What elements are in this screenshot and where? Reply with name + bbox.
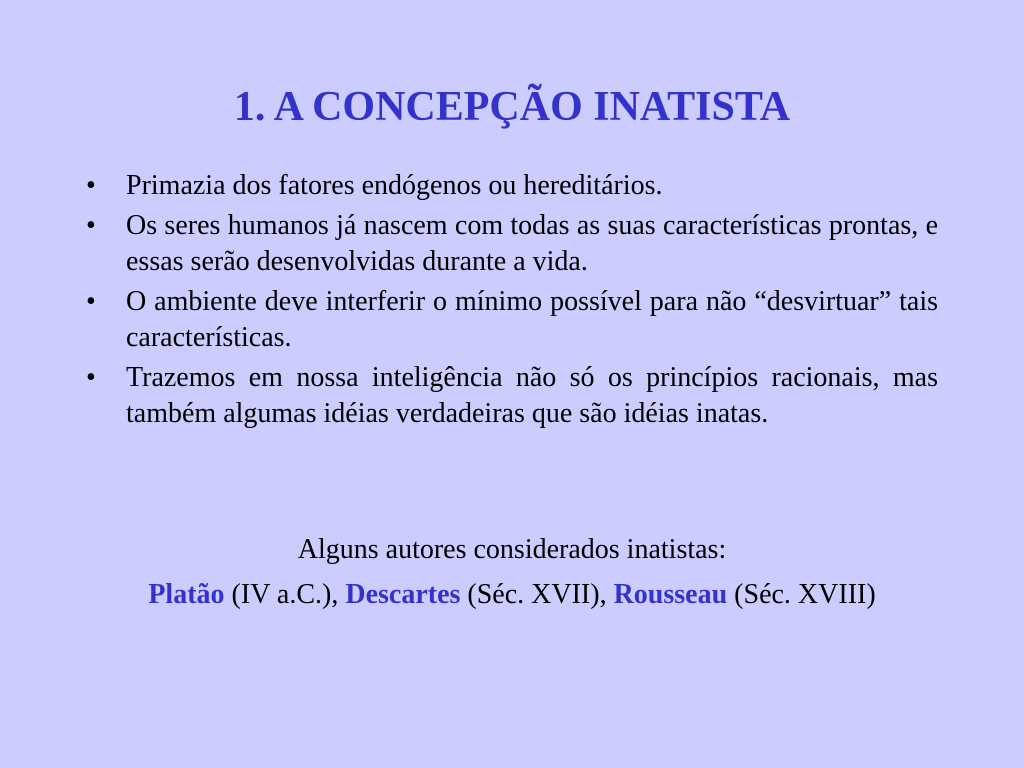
bullet-icon: • [86, 286, 96, 317]
bullet-item [86, 360, 938, 432]
bullet-text: O ambiente deve interferir o mínimo possível para não “desvirtuar” tais características. [126, 286, 938, 353]
authors-line [86, 577, 938, 613]
bullet-text: Primazia dos fatores endógenos ou hereditários. [126, 170, 663, 201]
bullet-text: Trazemos em nossa inteligência não só os princípios racionais, mas também algumas idéias verdadeiras que são idéias inatas. [126, 362, 938, 429]
bullet-list [86, 168, 938, 436]
bullet-item [86, 168, 938, 204]
author-period: (Séc. XVIII) [727, 579, 876, 610]
author-name: Rousseau [613, 579, 728, 610]
author-period: (IV a.C.), [224, 579, 346, 610]
slide-title: 1. A CONCEPÇÃO INATISTA [233, 84, 791, 130]
author-period: (Séc. XVII), [460, 579, 614, 610]
bullet-icon: • [86, 170, 96, 201]
author-name: Descartes [345, 579, 461, 610]
bullet-icon: • [86, 362, 96, 393]
bullet-text: Os seres humanos já nascem com todas as suas características prontas, e essas serão desenvolvidas durante a vida. [126, 210, 938, 277]
bullet-item [86, 284, 938, 356]
authors-intro: Alguns autores considerados inatistas: [297, 534, 727, 565]
bullet-icon: • [86, 210, 96, 241]
author-name: Platão [148, 579, 225, 610]
bullet-item [86, 208, 938, 280]
